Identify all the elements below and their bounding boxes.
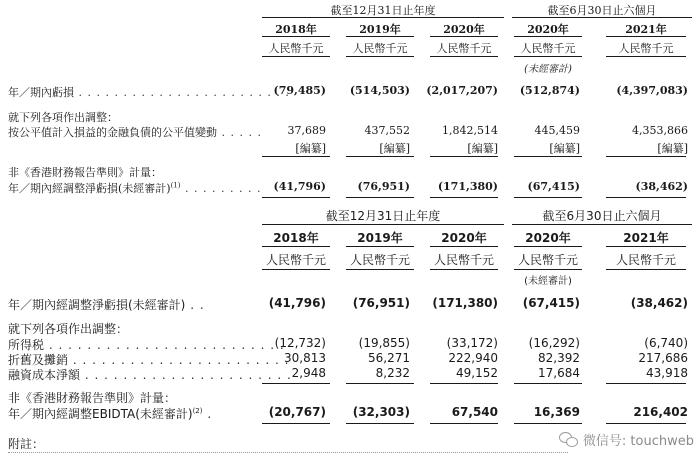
- top-fv-2020h: 445,459: [534, 124, 580, 137]
- watermark-text: 微信号: touchweb: [582, 434, 694, 449]
- bottom-year-4: 2020年: [525, 231, 571, 245]
- wechat-icon: [559, 432, 579, 448]
- top-unit-1: 人民幣千元: [268, 42, 324, 55]
- top-adjloss-2020: (171,380): [437, 180, 498, 193]
- bottom-fin-2018: 2,948: [291, 366, 326, 380]
- top-unaudited: (未經審計): [524, 64, 572, 75]
- bottom-ebitda-2021h: 216,402: [633, 405, 688, 419]
- bottom-adjloss-2020: (171,380): [432, 296, 498, 310]
- top-adjloss-2018: (41,796): [273, 180, 326, 193]
- top-fv-2018: 37,689: [287, 124, 326, 137]
- top-period-fy: 截至12月31日止年度: [330, 4, 436, 17]
- top-loss-2018: (79,485): [273, 84, 326, 97]
- top-redacted-4: [編纂]: [549, 142, 580, 155]
- top-adj-header: 就下列各項作出調整：: [8, 111, 118, 124]
- bottom-adjloss-2018: (41,796): [268, 296, 326, 310]
- top-loss-2021h: (4,397,083): [616, 84, 688, 97]
- top-nonhk-label: 非《香港財務報告準則》計量：: [8, 166, 162, 179]
- top-adjloss-2019: (76,951): [357, 180, 410, 193]
- top-loss-2020: (2,017,207): [426, 84, 498, 97]
- bottom-tax-label: 所得税 . . . . . . . . . . . . . . . . . . . . . . . . .: [8, 338, 285, 352]
- bottom-ebitda-2018: (20,767): [268, 405, 326, 419]
- bottom-ebitda-2020: 67,540: [451, 405, 498, 419]
- top-adjloss-2021h: (38,462): [635, 180, 688, 193]
- top-year-2: 2019年: [359, 23, 401, 36]
- top-redacted-2: [編纂]: [379, 142, 410, 155]
- top-adj-loss-label: 年／期內經調整淨虧損(未經審計)$^{(1)}$ . . . . . . . . .: [8, 181, 262, 195]
- bottom-dep-2020h: 82,392: [538, 351, 580, 365]
- top-fv-2020: 1,842,514: [442, 124, 498, 137]
- bottom-ebitda-2020h: 16,369: [533, 405, 580, 419]
- top-fv-label: 按公平值計入損益的金融負債的公平值變動 . . . . .: [8, 126, 262, 139]
- bottom-period-fy: 截至12月31日止年度: [325, 209, 441, 223]
- top-year-3: 2020年: [443, 23, 485, 36]
- top-loss-label: 年／期內虧損 . . . . . . . . . . . . . . . . . . . . . . . .: [8, 86, 290, 99]
- top-fv-2019: 437,552: [364, 124, 410, 137]
- top-adjloss-2020h: (67,415): [527, 180, 580, 193]
- bottom-adj-loss-label: 年／期內經調整淨虧損(未經審計) . .: [8, 298, 205, 312]
- top-unit-2: 人民幣千元: [352, 42, 408, 55]
- bottom-tax-2018: (12,732): [274, 336, 326, 350]
- top-unit-3: 人民幣千元: [436, 42, 492, 55]
- top-period-6m: 截至6月30日止六個月: [547, 4, 657, 17]
- watermark: [559, 430, 694, 449]
- bottom-dep-2019: 56,271: [368, 351, 410, 365]
- bottom-ebitda-label: 年／期內經調整EBIDTA(未經審計)$^{(2)}$ .: [8, 407, 213, 421]
- bottom-unit-2: 人民幣千元: [349, 253, 410, 267]
- bottom-fin-2020: 49,152: [456, 366, 498, 380]
- bottom-unit-1: 人民幣千元: [265, 253, 326, 267]
- bottom-ebitda-2019: (32,303): [352, 405, 410, 419]
- bottom-tax-2019: (19,855): [358, 336, 410, 350]
- bottom-dep-2018: 30,813: [284, 351, 326, 365]
- top-loss-2019: (514,503): [349, 84, 410, 97]
- top-year-5: 2021年: [625, 23, 667, 36]
- bottom-unit-4: 人民幣千元: [517, 253, 578, 267]
- bottom-year-2: 2019年: [357, 231, 403, 245]
- footnote-cutoff: [8, 452, 568, 459]
- top-unit-4: 人民幣千元: [520, 42, 576, 55]
- bottom-fin-2021h: 43,918: [646, 366, 688, 380]
- bottom-period-6m: 截至6月30日止六個月: [542, 209, 662, 223]
- top-loss-2020h: (512,874): [519, 84, 580, 97]
- bottom-fin-2019: 8,232: [375, 366, 410, 380]
- bottom-fin-2020h: 17,684: [538, 366, 580, 380]
- bottom-unit-5: 人民幣千元: [615, 253, 676, 267]
- bottom-dep-label: 折舊及攤銷 . . . . . . . . . . . . . . . . . . . . . . .: [8, 353, 290, 367]
- bottom-unaudited: (未經審計): [524, 276, 572, 287]
- top-fv-2021h: 4,353,866: [632, 124, 688, 137]
- bottom-tax-2020h: (16,292): [528, 336, 580, 350]
- bottom-adjloss-2019: (76,951): [352, 296, 410, 310]
- top-unit-5: 人民幣千元: [618, 42, 674, 55]
- top-redacted-3: [編纂]: [467, 142, 498, 155]
- bottom-unit-3: 人民幣千元: [433, 253, 494, 267]
- bottom-dep-2021h: 217,686: [638, 351, 688, 365]
- top-year-1: 2018年: [275, 23, 317, 36]
- footnote-label: 附註：: [8, 437, 45, 451]
- top-redacted-5: [編纂]: [657, 142, 688, 155]
- bottom-nonhk-label: 非《香港財務報告準則》計量：: [8, 391, 177, 405]
- bottom-adjloss-2021h: (38,462): [630, 296, 688, 310]
- bottom-year-3: 2020年: [441, 231, 487, 245]
- top-year-4: 2020年: [527, 23, 569, 36]
- bottom-fin-label: 融資成本淨額 . . . . . . . . . . . . . . . . . . . . . .: [8, 368, 292, 382]
- bottom-adj-header: 就下列各項作出調整：: [8, 322, 129, 336]
- bottom-tax-2020: (33,172): [446, 336, 498, 350]
- top-redacted-1: [編纂]: [295, 142, 326, 155]
- bottom-adjloss-2020h: (67,415): [522, 296, 580, 310]
- bottom-year-1: 2018年: [273, 231, 319, 245]
- bottom-tax-2021h: (6,740): [644, 336, 688, 350]
- bottom-dep-2020: 222,940: [448, 351, 498, 365]
- bottom-year-5: 2021年: [623, 231, 669, 245]
